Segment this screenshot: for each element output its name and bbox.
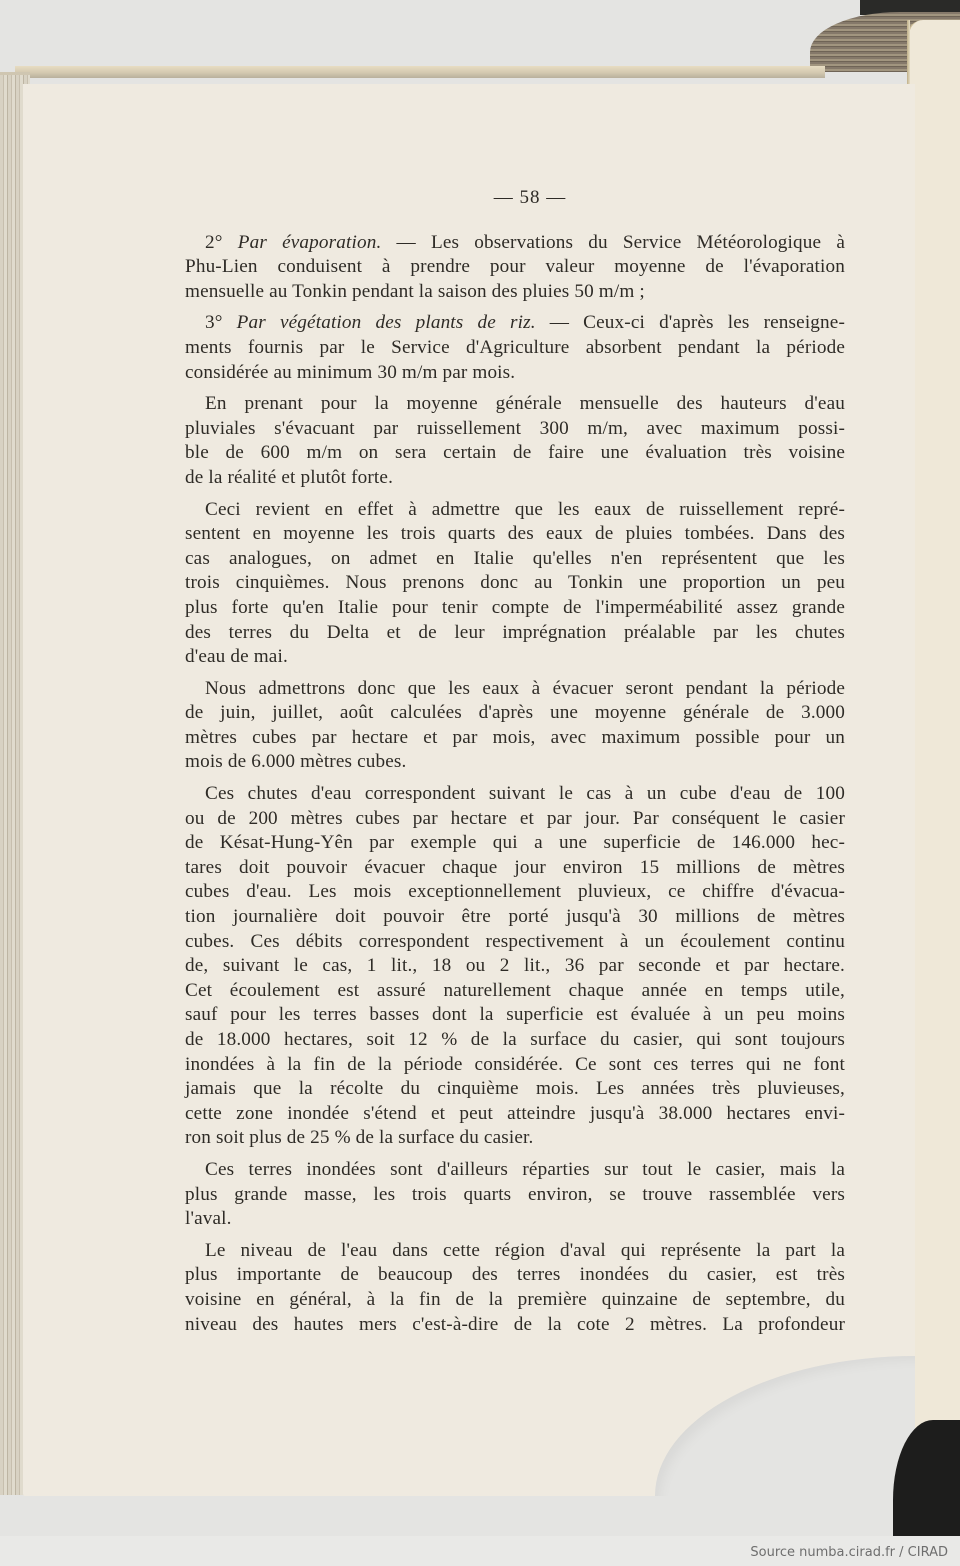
- item-number: 2°: [205, 231, 238, 253]
- italic-heading: Par évaporation.: [237, 231, 382, 253]
- text-line: Le niveau de l'eau dans cette région d'aval qui représente la part la: [205, 1239, 845, 1261]
- text-line: sauf pour les terres basses dont la superficie est évaluée à un peu moins: [185, 1004, 845, 1026]
- text-line: mètres cubes par hectare et par mois, avec maximum possible pour un: [185, 726, 845, 748]
- text-line: cette zone inondée s'étend et peut atteindre jusqu'à 38.000 hectares envi-: [185, 1102, 845, 1124]
- text-line: l'aval.: [185, 1208, 232, 1230]
- page-text: [185, 186, 845, 1344]
- text-line: cubes d'eau. Les mois exceptionnellement pluvieux, ce chiffre d'évacua-: [185, 881, 845, 903]
- paragraph-vegetation: [185, 311, 845, 385]
- text-line: ble de 600 m/m on sera certain de faire une évaluation très voisine: [185, 442, 845, 464]
- text-line: Ces chutes d'eau correspondent suivant le cas à un cube d'eau de 100: [205, 783, 845, 805]
- text-fragment: — Ceux-ci d'après les renseigne-: [535, 312, 845, 334]
- text-line: de 18.000 hectares, soit 12 % de la surface du casier, qui sont toujours: [185, 1029, 845, 1050]
- paragraph-italie: [185, 498, 845, 670]
- text-line: cubes. Ces débits correspondent respectivement à un écoulement continu: [185, 930, 845, 952]
- text-line: plus forte qu'en Italie pour tenir compte de l'imperméabilité assez grande: [185, 596, 845, 618]
- text-line: de, suivant le cas, 1 lit., 18 ou 2 lit., 36 par seconde et par hectare.: [185, 955, 845, 977]
- text-line: jamais que la récolte du cinquième mois. Les années très pluvieuses,: [185, 1078, 845, 1100]
- text-line: de Késat-Hung-Yên par exemple qui a une superficie de 146.000 hec-: [185, 832, 845, 854]
- item-number: 3°: [205, 312, 237, 334]
- paragraph-evaporation: [185, 231, 845, 305]
- text-line: plus grande masse, les trois quarts environ, se trouve rassemblée vers: [185, 1183, 845, 1205]
- text-line: Nous admettrons donc que les eaux à évacuer seront pendant la période: [205, 677, 845, 699]
- text-fragment: — Les observations du Service Météorologique à: [381, 231, 845, 253]
- text-line: niveau des hautes mers c'est-à-dire de la cote 2 mètres. La profondeur: [185, 1313, 845, 1335]
- text-line: tion journalière doit pouvoir être porté jusqu'à 30 millions de mètres: [185, 906, 845, 928]
- text-line: mois de 6.000 mètres cubes.: [185, 751, 407, 773]
- text-line: ments fournis par le Service d'Agriculture absorbent pendant la période: [185, 336, 845, 358]
- text-line: Ceci revient en effet à admettre que les eaux de ruissellement repré-: [205, 498, 845, 520]
- text-line: trois cinquièmes. Nous prenons donc au Tonkin une proportion un peu: [185, 572, 845, 594]
- paragraph-niveau-eau: [185, 1239, 845, 1337]
- text-line: cas analogues, on admet en Italie qu'elles n'en représentent que les: [185, 547, 845, 569]
- text-line: [185, 231, 845, 256]
- text-line: plus importante de beaucoup des terres inondées du casier, est très: [185, 1264, 845, 1286]
- text-line: de juin, juillet, août calculées d'après une moyenne générale de 3.000: [185, 702, 845, 724]
- paragraph-chutes-eau: [185, 782, 845, 1151]
- text-line: des terres du Delta et de leur imprégnation préalable par les chutes: [185, 621, 845, 643]
- text-line: de la réalité et plutôt forte.: [185, 466, 394, 488]
- text-line: tares doit pouvoir évacuer chaque jour environ 15 millions de mètres: [185, 856, 845, 878]
- text-line: Cet écoulement est assuré naturellement chaque année en temps utile,: [185, 979, 845, 1001]
- text-line: pluviales s'évacuant par ruissellement 300 m/m, avec maximum possi-: [185, 417, 845, 439]
- source-credit: Source numba.cirad.fr / CIRAD: [750, 1545, 948, 1560]
- page-curl: [655, 1356, 915, 1496]
- paragraph-terres-inondees: [185, 1158, 845, 1232]
- text-line: considérée au minimum 30 m/m par mois.: [185, 361, 516, 383]
- italic-heading: Par végétation des plants de riz.: [236, 312, 536, 334]
- paragraph-ruissellement: [185, 392, 845, 490]
- text-line: mensuelle au Tonkin pendant la saison des pluies 50 m/m ;: [185, 280, 645, 302]
- text-line: d'eau de mai.: [185, 646, 288, 668]
- page-stack-top-edge: [15, 66, 825, 78]
- paragraph-admettrons: [185, 677, 845, 775]
- text-line: ou de 200 mètres cubes par hectare et par jour. Par conséquent le casier: [185, 807, 845, 829]
- text-line: [185, 311, 845, 336]
- text-line: ron soit plus de 25 % de la surface du casier.: [185, 1127, 534, 1149]
- text-line: En prenant pour la moyenne générale mensuelle des hauteurs d'eau: [205, 393, 845, 415]
- text-line: sentent en moyenne les trois quarts des eaux de pluies tombées. Dans des: [185, 523, 845, 545]
- text-line: inondées à la fin de la période considérée. Ce sont ces terres qui ne font: [185, 1053, 845, 1075]
- text-line: Phu-Lien conduisent à prendre pour valeur moyenne de l'évaporation: [185, 256, 845, 278]
- page-number: — 58 —: [493, 187, 567, 208]
- text-line: voisine en général, à la fin de la première quinzaine de septembre, du: [185, 1288, 845, 1310]
- text-line: Ces terres inondées sont d'ailleurs réparties sur tout le casier, mais la: [205, 1158, 845, 1180]
